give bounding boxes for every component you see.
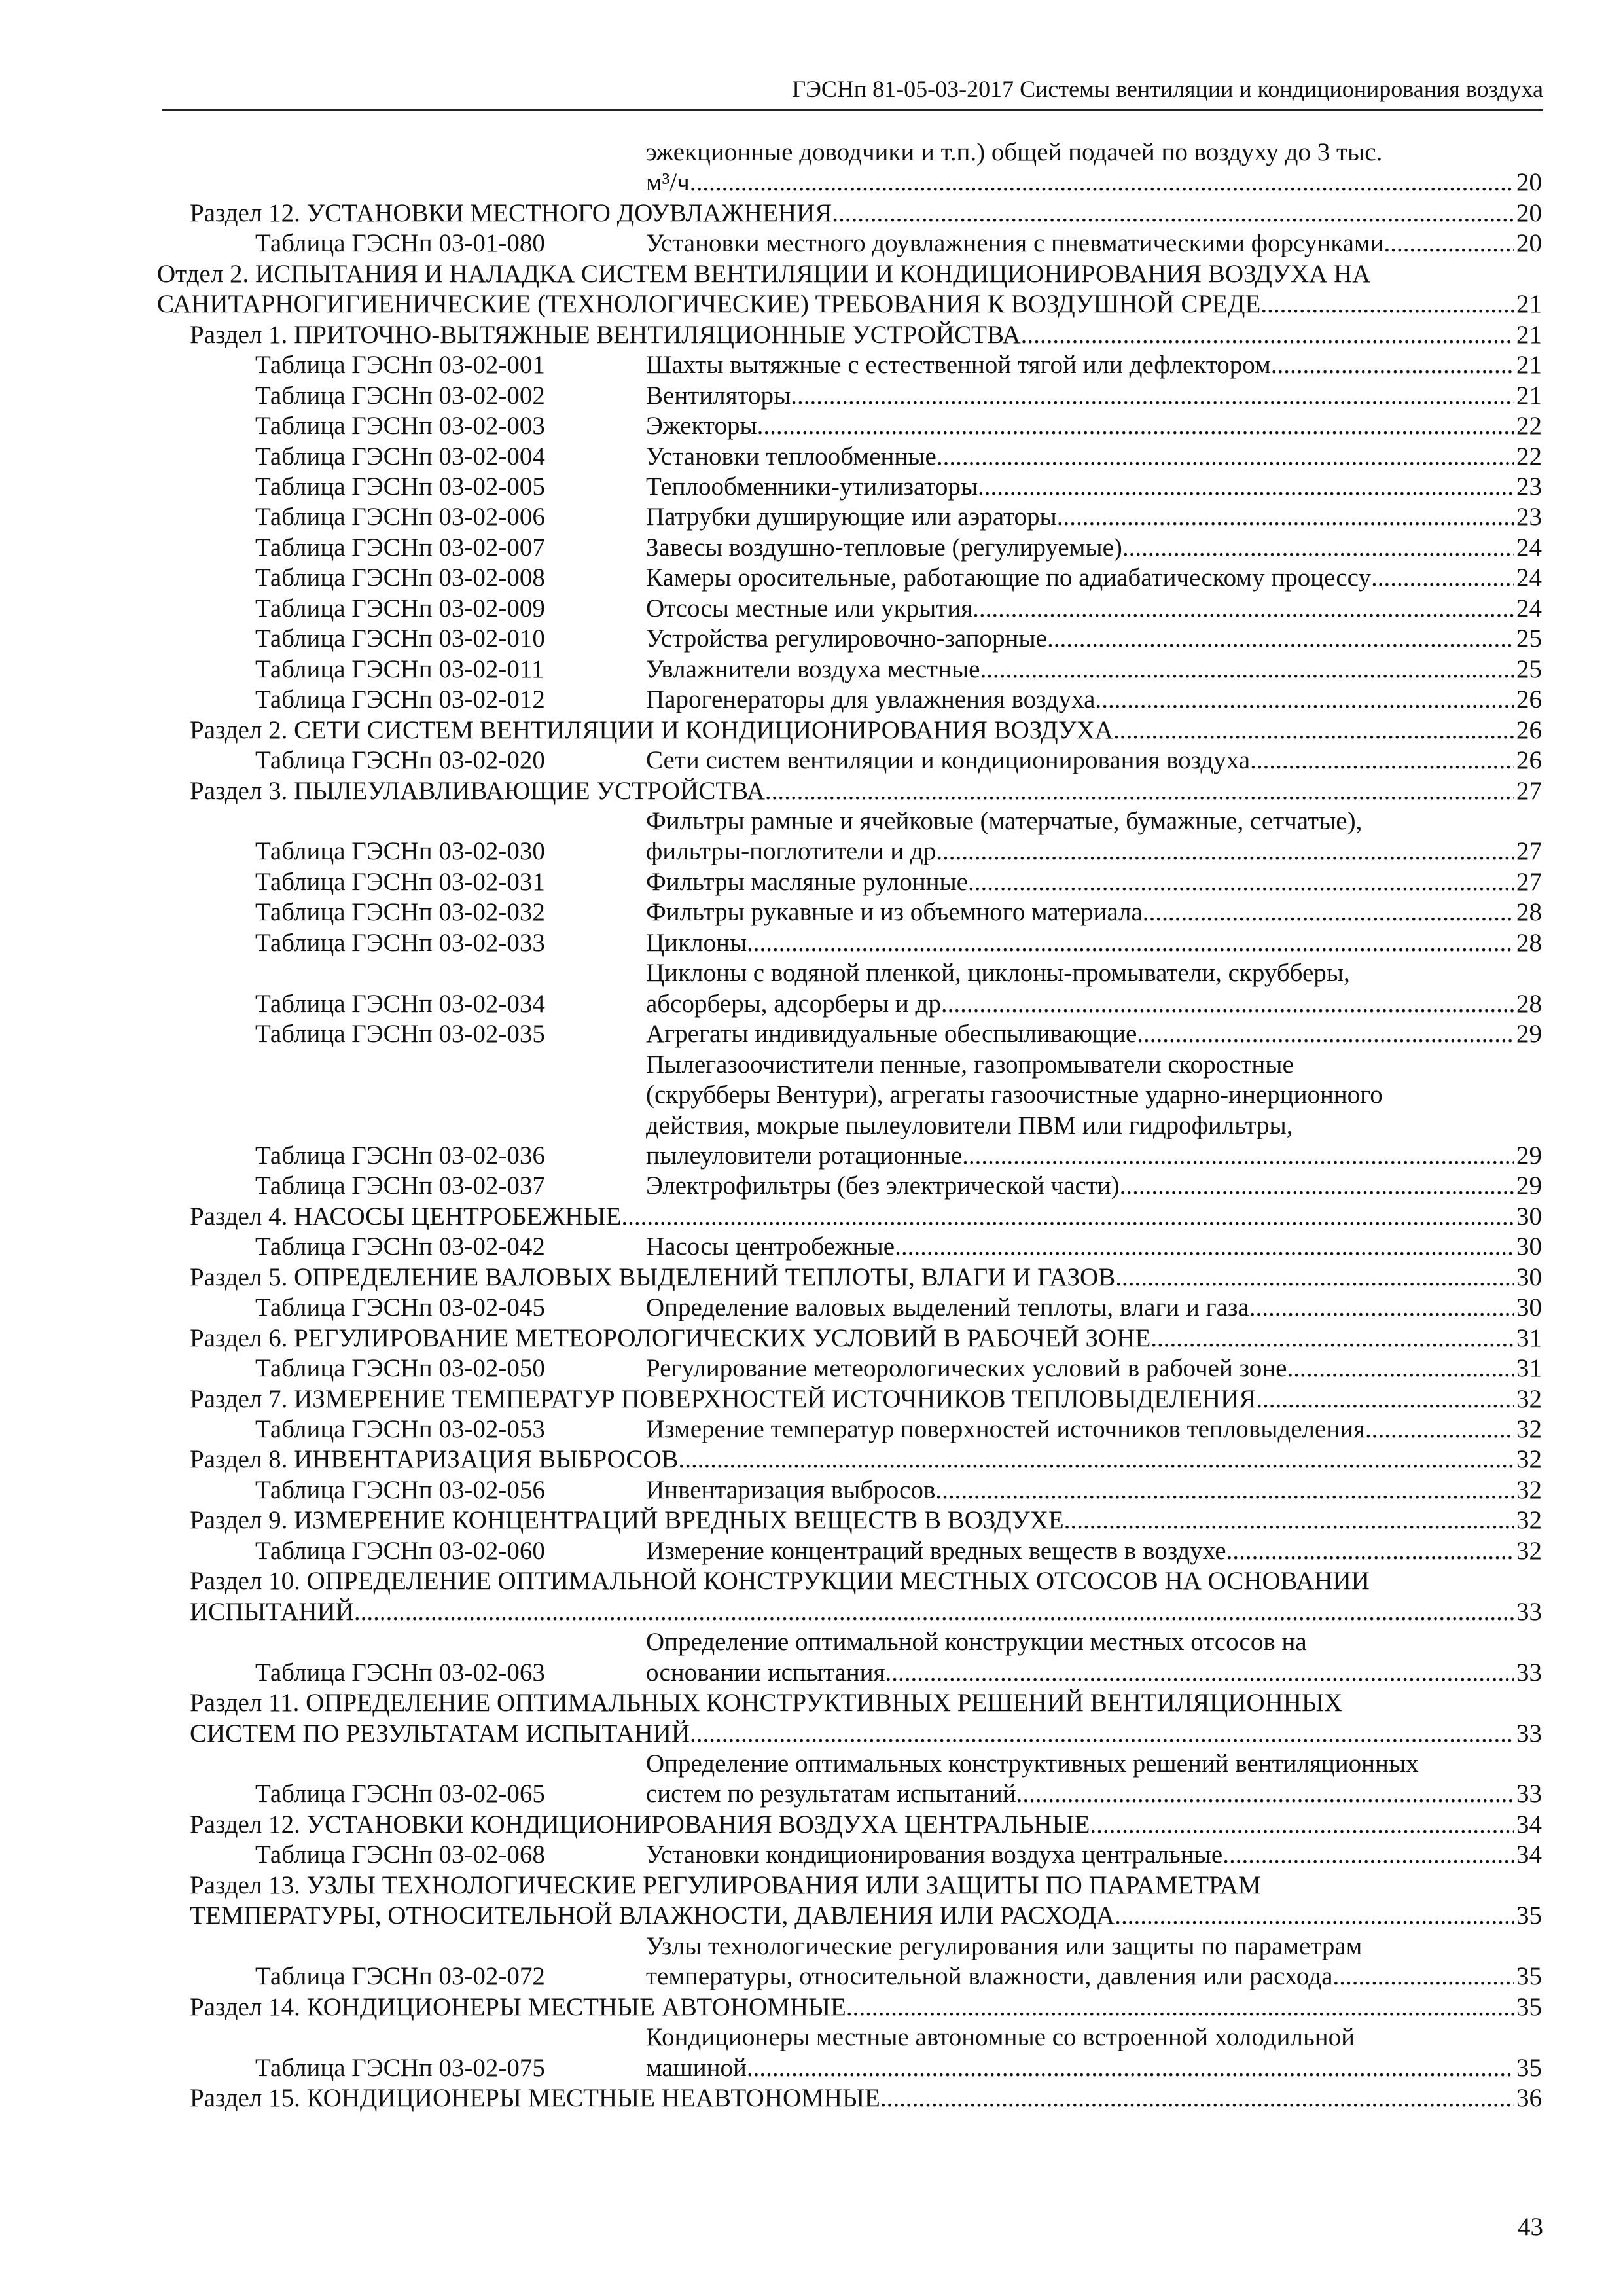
toc-table-entry[interactable] <box>157 655 1542 685</box>
toc-page-number: 33 <box>1516 1597 1542 1626</box>
toc-page-number: 31 <box>1516 1323 1542 1352</box>
toc-section-entry[interactable] <box>157 198 1542 228</box>
toc-page-number: 24 <box>1516 594 1542 622</box>
dot-leader <box>690 168 1514 198</box>
toc-page-number: 35 <box>1516 1992 1542 2021</box>
toc-entry-title: Раздел 4. НАСОСЫ ЦЕНТРОБЕЖНЫЕ <box>190 1202 622 1230</box>
toc-entry-title: Завесы воздушно-тепловые (регулируемые) <box>646 533 1122 562</box>
toc-page-number: 36 <box>1516 2084 1542 2112</box>
toc-entry-title: Эжекторы <box>646 412 757 440</box>
toc-table-entry[interactable] <box>157 1627 1542 1688</box>
dot-leader <box>1222 1840 1514 1870</box>
toc-entry-title: Определение оптимальной конструкции местных отсосов на <box>646 1628 1307 1657</box>
toc-section-entry[interactable] <box>157 1871 1542 1931</box>
dot-leader <box>936 442 1514 472</box>
dot-leader <box>1143 897 1514 927</box>
dot-leader <box>1064 1505 1514 1535</box>
dot-leader <box>747 928 1514 958</box>
toc-table-code: Таблица ГЭСНп 03-02-011 <box>255 655 544 683</box>
dot-leader <box>935 1475 1514 1505</box>
toc-table-code: Таблица ГЭСНп 03-02-004 <box>255 442 545 471</box>
toc-entry-title: Узлы технологические регулирования или защиты по параметрам <box>646 1931 1363 1960</box>
toc-page-number: 26 <box>1516 715 1542 744</box>
toc-table-code: Таблица ГЭСНп 03-02-031 <box>255 867 545 896</box>
toc-entry-title: основании испытания <box>646 1658 885 1687</box>
toc-entry-title: Раздел 2. СЕТИ СИСТЕМ ВЕНТИЛЯЦИИ И КОНДИЦИОНИРОВАНИЯ ВОЗДУХА <box>190 715 1113 744</box>
toc-section-entry[interactable] <box>157 1444 1542 1475</box>
toc-page-number: 30 <box>1516 1232 1542 1261</box>
toc-page-number: 29 <box>1516 1020 1542 1049</box>
toc-entry-title: Раздел 15. КОНДИЦИОНЕРЫ МЕСТНЫЕ НЕАВТОНОМНЫЕ <box>190 2084 880 2112</box>
toc-entry-title: Измерение концентраций вредных веществ в воздухе <box>646 1536 1226 1565</box>
toc-section-entry[interactable] <box>157 1323 1542 1354</box>
dot-leader <box>1249 1293 1514 1323</box>
toc-page-number: 32 <box>1516 1506 1542 1535</box>
toc-page-number: 23 <box>1516 503 1542 531</box>
toc-entry-title: Камеры оросительные, работающие по адиабатическому процессу <box>646 564 1371 592</box>
toc-entry-title: Установки кондиционирования воздуха центральные <box>646 1840 1223 1869</box>
toc-table-entry[interactable] <box>157 1050 1542 1172</box>
dot-leader <box>690 1719 1514 1749</box>
toc-page-number: 25 <box>1516 655 1542 683</box>
toc-table-entry[interactable] <box>157 1171 1542 1201</box>
toc-table-code: Таблица ГЭСНп 03-02-060 <box>255 1536 545 1565</box>
toc-entry-title: Раздел 13. УЗЛЫ ТЕХНОЛОГИЧЕСКИЕ РЕГУЛИРОВАНИЯ ИЛИ ЗАЩИТЫ ПО ПАРАМЕТРАМ <box>190 1871 1261 1899</box>
toc-entry-title: Раздел 5. ОПРЕДЕЛЕНИЕ ВАЛОВЫХ ВЫДЕЛЕНИЙ ТЕПЛОТЫ, ВЛАГИ И ГАЗОВ <box>190 1263 1116 1291</box>
toc-entry-title: Определение валовых выделений теплоты, влаги и газа <box>646 1293 1249 1322</box>
toc-table-code: Таблица ГЭСНп 03-02-037 <box>255 1172 545 1200</box>
toc-entry-title: Отдел 2. ИСПЫТАНИЯ И НАЛАДКА СИСТЕМ ВЕНТИЛЯЦИИ И КОНДИЦИОНИРОВАНИЯ ВОЗДУХА НА <box>157 259 1371 288</box>
toc-page-number: 33 <box>1516 1719 1542 1748</box>
toc-table-code: Таблица ГЭСНп 03-02-020 <box>255 746 545 775</box>
toc-page-number: 34 <box>1516 1840 1542 1869</box>
dot-leader <box>1137 1019 1514 1049</box>
toc-page-number: 31 <box>1516 1354 1542 1383</box>
toc-table-entry[interactable] <box>157 411 1542 441</box>
toc-entry-title: Агрегаты индивидуальные обеспыливающие <box>646 1020 1137 1049</box>
toc-table-entry[interactable] <box>157 533 1542 563</box>
toc-section-entry[interactable] <box>157 776 1542 806</box>
toc-table-entry[interactable] <box>157 1414 1542 1444</box>
toc-entry-title: Вентиляторы <box>646 381 791 410</box>
toc-page-number: 28 <box>1516 928 1542 957</box>
dot-leader <box>1287 1354 1514 1384</box>
toc-page-number: 33 <box>1516 1780 1542 1808</box>
toc-table-code: Таблица ГЭСНп 03-02-001 <box>255 351 545 380</box>
dot-leader <box>832 198 1514 228</box>
toc-entry-title: Шахты вытяжные с естественной тягой или дефлектором <box>646 351 1271 380</box>
toc-entry-title: Раздел 6. РЕГУЛИРОВАНИЕ МЕТЕОРОЛОГИЧЕСКИХ УСЛОВИЙ В РАБОЧЕЙ ЗОНЕ <box>190 1323 1151 1352</box>
toc-page-number: 27 <box>1516 867 1542 896</box>
toc-table-code: Таблица ГЭСНп 03-02-006 <box>255 503 545 531</box>
toc-table-code: Таблица ГЭСНп 03-02-065 <box>255 1780 545 1808</box>
toc-table-code: Таблица ГЭСНп 03-01-080 <box>255 229 545 258</box>
toc-entry-title: Фильтры масляные рулонные <box>646 867 968 896</box>
toc-entry-title: Раздел 7. ИЗМЕРЕНИЕ ТЕМПЕРАТУР ПОВЕРХНОСТЕЙ ИСТОЧНИКОВ ТЕПЛОВЫДЕЛЕНИЯ <box>190 1384 1257 1413</box>
toc-section-entry[interactable] <box>157 1384 1542 1414</box>
dot-leader <box>1016 1779 1514 1809</box>
toc-table-entry[interactable] <box>157 1232 1542 1262</box>
toc-entry-title: действия, мокрые пылеуловители ПВМ или гидрофильтры, <box>646 1111 1293 1139</box>
toc-entry-title: Раздел 12. УСТАНОВКИ КОНДИЦИОНИРОВАНИЯ ВОЗДУХА ЦЕНТРАЛЬНЫЕ <box>190 1810 1090 1839</box>
toc-entry-title: абсорберы, адсорберы и др. <box>646 989 948 1018</box>
toc-table-entry[interactable] <box>157 1840 1542 1870</box>
toc-table-code: Таблица ГЭСНп 03-02-009 <box>255 594 545 622</box>
toc-entry-title: Инвентаризация выбросов <box>646 1475 936 1504</box>
dot-leader <box>948 989 1514 1019</box>
toc-entry-title: Раздел 3. ПЫЛЕУЛАВЛИВАЮЩИЕ УСТРОЙСТВА <box>190 776 765 805</box>
toc-entry-title: Фильтры рукавные и из объемного материала <box>646 898 1143 927</box>
toc-table-code: Таблица ГЭСНп 03-02-003 <box>255 412 545 440</box>
toc-page-number: 24 <box>1516 533 1542 562</box>
toc-entry-title: ТЕМПЕРАТУРЫ, ОТНОСИТЕЛЬНОЙ ВЛАЖНОСТИ, ДАВЛЕНИЯ ИЛИ РАСХОДА <box>190 1901 1115 1930</box>
toc-entry-title: СИСТЕМ ПО РЕЗУЛЬТАТАМ ИСПЫТАНИЙ <box>190 1719 690 1748</box>
toc-entry-title: Патрубки душирующие или аэраторы <box>646 503 1057 531</box>
toc-page-number: 32 <box>1516 1445 1542 1474</box>
toc-table-entry[interactable] <box>157 867 1542 897</box>
toc-page-number: 21 <box>1516 351 1542 380</box>
toc-page-number: 32 <box>1516 1536 1542 1565</box>
toc-table-entry[interactable] <box>157 228 1542 259</box>
toc-page-number: 32 <box>1516 1415 1542 1444</box>
toc-entry-title: систем по результатам испытаний <box>646 1780 1016 1808</box>
toc-page-number: 35 <box>1516 2053 1542 2082</box>
dot-leader <box>1150 1323 1514 1354</box>
toc-section-entry[interactable] <box>157 2083 1542 2113</box>
toc-entry-title: машиной <box>646 2053 747 2082</box>
toc-entry-title: Насосы центробежные <box>646 1232 895 1261</box>
toc-section-entry[interactable] <box>157 1992 1542 2022</box>
dot-leader <box>962 1141 1514 1171</box>
dot-leader <box>1047 624 1514 654</box>
toc-page-number: 35 <box>1516 1901 1542 1930</box>
toc-page-number: 22 <box>1516 442 1542 471</box>
toc-table-code: Таблица ГЭСНп 03-02-050 <box>255 1354 545 1383</box>
dot-leader <box>1332 1962 1514 1992</box>
toc-table-code: Таблица ГЭСНп 03-02-042 <box>255 1232 545 1261</box>
toc-page-number: 30 <box>1516 1202 1542 1230</box>
toc-page-number: 29 <box>1516 1141 1542 1170</box>
toc-table-code: Таблица ГЭСНп 03-02-033 <box>255 928 545 957</box>
toc-section-entry[interactable] <box>157 1202 1542 1232</box>
dot-leader <box>1090 1810 1514 1840</box>
toc-page-number: 24 <box>1516 564 1542 592</box>
dot-leader <box>978 472 1514 502</box>
dot-leader <box>1365 1414 1514 1444</box>
dot-leader <box>1113 715 1514 745</box>
dot-leader <box>1226 1536 1514 1566</box>
dot-leader <box>972 594 1514 624</box>
toc-table-entry[interactable] <box>157 1019 1542 1049</box>
toc-page-number: 35 <box>1516 1962 1542 1991</box>
toc-entry-title: Электрофильтры (без электрической части) <box>646 1172 1120 1200</box>
toc-table-code: Таблица ГЭСНп 03-02-036 <box>255 1141 545 1170</box>
toc-page-number: 21 <box>1516 320 1542 349</box>
dot-leader <box>1271 350 1514 380</box>
toc-page-number: 30 <box>1516 1293 1542 1322</box>
dot-leader <box>980 655 1514 685</box>
toc-entry-title: Отсосы местные или укрытия <box>646 594 973 622</box>
toc-page-number: 26 <box>1516 685 1542 714</box>
toc-entry-title: Раздел 12. УСТАНОВКИ МЕСТНОГО ДОУВЛАЖНЕНИЯ <box>190 198 832 227</box>
dot-leader <box>354 1597 1514 1627</box>
toc-entry-title: Устройства регулировочно-запорные <box>646 624 1047 653</box>
toc-section-entry[interactable] <box>157 1263 1542 1293</box>
toc-table-code: Таблица ГЭСНп 03-02-072 <box>255 1962 545 1991</box>
toc-entry-title: Установки местного доувлажнения с пневматическими форсунками <box>646 229 1384 258</box>
toc-entry-title: Установки теплообменные <box>646 442 936 471</box>
toc-page-number: 27 <box>1516 837 1542 866</box>
toc-table-entry[interactable] <box>157 594 1542 624</box>
toc-page-number: 20 <box>1516 168 1542 197</box>
toc-entry-title: Раздел 9. ИЗМЕРЕНИЕ КОНЦЕНТРАЦИЙ ВРЕДНЫХ ВЕЩЕСТВ В ВОЗДУХЕ <box>190 1506 1064 1535</box>
dot-leader <box>942 836 1514 867</box>
toc-table-entry[interactable] <box>157 1749 1542 1810</box>
toc-page-number: 21 <box>1516 290 1542 319</box>
toc-entry-title: Фильтры рамные и ячейковые (матерчатые, бумажные, сетчатые), <box>646 806 1363 835</box>
dot-leader <box>765 776 1514 806</box>
dot-leader <box>1057 502 1514 532</box>
toc-table-entry[interactable] <box>157 1293 1542 1323</box>
toc-table-entry[interactable] <box>157 1475 1542 1505</box>
toc-entry-title: Раздел 8. ИНВЕНТАРИЗАЦИЯ ВЫБРОСОВ <box>190 1445 679 1474</box>
toc-table-code: Таблица ГЭСНп 03-02-034 <box>255 989 545 1018</box>
toc-table-entry[interactable] <box>157 928 1542 958</box>
toc-table-entry[interactable] <box>157 350 1542 380</box>
toc-section-entry[interactable] <box>157 715 1542 745</box>
toc-entry-title: м³/ч <box>646 168 690 197</box>
toc-table-entry[interactable] <box>157 442 1542 472</box>
toc-entry-title: Регулирование метеорологических условий в рабочей зоне <box>646 1354 1287 1383</box>
running-header: ГЭСНп 81-05-03-2017 Системы вентиляции и кондиционирования воздуха <box>162 69 1543 111</box>
page-number: 43 <box>1518 2213 1543 2241</box>
dot-leader <box>880 2083 1514 2113</box>
dot-leader <box>1250 745 1514 776</box>
toc-entry-title: Измерение температур поверхностей источников тепловыделения <box>646 1415 1366 1444</box>
dot-leader <box>1122 533 1514 563</box>
dot-leader <box>1256 1384 1514 1414</box>
toc-section-entry[interactable] <box>157 1688 1542 1749</box>
toc-entry-title: Раздел 14. КОНДИЦИОНЕРЫ МЕСТНЫЕ АВТОНОМНЫЕ <box>190 1992 846 2021</box>
toc-entry-title: ИСПЫТАНИЙ <box>190 1597 354 1626</box>
toc-table-code: Таблица ГЭСНп 03-02-005 <box>255 472 545 501</box>
toc-page-number: 20 <box>1516 198 1542 227</box>
dot-leader <box>1260 289 1514 319</box>
dot-leader <box>846 1992 1514 2022</box>
toc-table-code: Таблица ГЭСНп 03-02-010 <box>255 624 545 653</box>
toc-table-code: Таблица ГЭСНп 03-02-030 <box>255 837 545 866</box>
toc-page-number: 34 <box>1516 1810 1542 1839</box>
toc-table-entry[interactable] <box>157 502 1542 532</box>
dot-leader <box>885 1658 1514 1688</box>
toc-page-number: 22 <box>1516 412 1542 440</box>
toc-page-number: 21 <box>1516 381 1542 410</box>
toc-entry-title: Циклоны с водяной пленкой, циклоны-промыватели, скрубберы, <box>646 959 1350 988</box>
toc-page-number: 20 <box>1516 229 1542 258</box>
toc-section-entry[interactable] <box>157 320 1542 350</box>
toc-entry-title: Раздел 11. ОПРЕДЕЛЕНИЕ ОПТИМАЛЬНЫХ КОНСТРУКТИВНЫХ РЕШЕНИЙ ВЕНТИЛЯЦИОННЫХ <box>190 1689 1343 1717</box>
toc-page-number: 33 <box>1516 1658 1542 1687</box>
toc-section-entry[interactable] <box>157 1810 1542 1840</box>
toc-table-code: Таблица ГЭСНп 03-02-008 <box>255 564 545 592</box>
toc-table-entry[interactable] <box>157 624 1542 654</box>
toc-section-entry[interactable] <box>157 1566 1542 1627</box>
toc-table-code: Таблица ГЭСНп 03-02-063 <box>255 1658 545 1687</box>
toc-page-number: 26 <box>1516 746 1542 775</box>
toc-entry-title: температуры, относительной влажности, давления или расхода <box>646 1962 1333 1991</box>
toc-entry-title: Теплообменники-утилизаторы <box>646 472 978 501</box>
dot-leader <box>679 1444 1514 1475</box>
toc-table-entry[interactable] <box>157 745 1542 776</box>
dot-leader <box>1095 685 1514 715</box>
toc-page-number: 28 <box>1516 989 1542 1018</box>
toc-table-entry[interactable] <box>157 1931 1542 1992</box>
toc-page-number: 28 <box>1516 898 1542 927</box>
toc-table-code: Таблица ГЭСНп 03-02-068 <box>255 1840 545 1869</box>
dot-leader <box>1021 320 1514 350</box>
toc-page-number: 23 <box>1516 472 1542 501</box>
toc-page-number: 27 <box>1516 776 1542 805</box>
toc-table-code: Таблица ГЭСНп 03-02-053 <box>255 1415 545 1444</box>
toc-table-entry[interactable] <box>157 2022 1542 2083</box>
toc-section-entry[interactable] <box>157 1505 1542 1535</box>
toc-table-code: Таблица ГЭСНп 03-02-012 <box>255 685 545 714</box>
toc-table-code: Таблица ГЭСНп 03-02-002 <box>255 381 545 410</box>
toc-table-code: Таблица ГЭСНп 03-02-056 <box>255 1475 545 1504</box>
table-of-contents <box>157 137 1542 2113</box>
dot-leader <box>968 867 1514 897</box>
dot-leader <box>895 1232 1514 1262</box>
toc-page-number: 25 <box>1516 624 1542 653</box>
toc-entry-title: эжекционные доводчики и т.п.) общей подачей по воздуху до 3 тыс. <box>646 138 1383 166</box>
toc-table-entry[interactable] <box>157 806 1542 867</box>
dot-leader <box>1383 228 1514 259</box>
toc-entry-title: Кондиционеры местные автономные со встроенной холодильной <box>646 2023 1355 2052</box>
toc-entry-title: пылеуловители ротационные <box>646 1141 963 1170</box>
toc-table-entry[interactable] <box>157 381 1542 411</box>
toc-table-code: Таблица ГЭСНп 03-02-045 <box>255 1293 545 1322</box>
dot-leader <box>621 1202 1514 1232</box>
toc-entry-title: Парогенераторы для увлажнения воздуха <box>646 685 1096 714</box>
toc-table-entry[interactable] <box>157 1536 1542 1566</box>
dot-leader <box>1115 1263 1514 1293</box>
toc-entry-title: САНИТАРНОГИГИЕНИЧЕСКИЕ (ТЕХНОЛОГИЧЕСКИЕ) ТРЕБОВАНИЯ К ВОЗДУШНОЙ СРЕДЕ <box>157 290 1261 319</box>
toc-entry-title: Пылегазоочистители пенные, газопромыватели скоростные <box>646 1050 1294 1079</box>
toc-entry-title: Сети систем вентиляции и кондиционирования воздуха <box>646 746 1251 775</box>
toc-table-entry[interactable] <box>157 137 1542 198</box>
toc-page-number: 30 <box>1516 1263 1542 1291</box>
dot-leader <box>1371 563 1514 593</box>
toc-entry-title: Увлажнители воздуха местные <box>646 655 980 683</box>
toc-entry-title: Раздел 1. ПРИТОЧНО-ВЫТЯЖНЫЕ ВЕНТИЛЯЦИОННЫЕ УСТРОЙСТВА <box>190 320 1021 349</box>
toc-entry-title: (скрубберы Вентури), агрегаты газоочистные ударно-инерционного <box>646 1081 1383 1109</box>
toc-division-entry[interactable] <box>157 259 1542 320</box>
dot-leader <box>757 411 1514 441</box>
toc-table-entry[interactable] <box>157 897 1542 927</box>
dot-leader <box>747 2053 1514 2083</box>
toc-entry-title: Раздел 10. ОПРЕДЕЛЕНИЕ ОПТИМАЛЬНОЙ КОНСТРУКЦИИ МЕСТНЫХ ОТСОСОВ НА ОСНОВАНИИ <box>190 1567 1370 1596</box>
toc-page-number: 29 <box>1516 1172 1542 1200</box>
toc-entry-title: Циклоны <box>646 928 747 957</box>
toc-table-entry[interactable] <box>157 563 1542 593</box>
toc-page-number: 32 <box>1516 1475 1542 1504</box>
toc-entry-title: фильтры-поглотители и др. <box>646 837 943 866</box>
toc-table-entry[interactable] <box>157 1354 1542 1384</box>
dot-leader <box>1120 1171 1514 1201</box>
toc-table-code: Таблица ГЭСНп 03-02-032 <box>255 898 545 927</box>
dot-leader <box>1115 1901 1514 1931</box>
toc-page-number: 32 <box>1516 1384 1542 1413</box>
toc-entry-title: Определение оптимальных конструктивных решений вентиляционных <box>646 1749 1419 1778</box>
toc-table-entry[interactable] <box>157 685 1542 715</box>
toc-table-entry[interactable] <box>157 958 1542 1019</box>
dot-leader <box>791 381 1514 411</box>
toc-table-code: Таблица ГЭСНп 03-02-075 <box>255 2053 545 2082</box>
toc-table-code: Таблица ГЭСНп 03-02-035 <box>255 1020 545 1049</box>
toc-table-code: Таблица ГЭСНп 03-02-007 <box>255 533 545 562</box>
toc-table-entry[interactable] <box>157 472 1542 502</box>
